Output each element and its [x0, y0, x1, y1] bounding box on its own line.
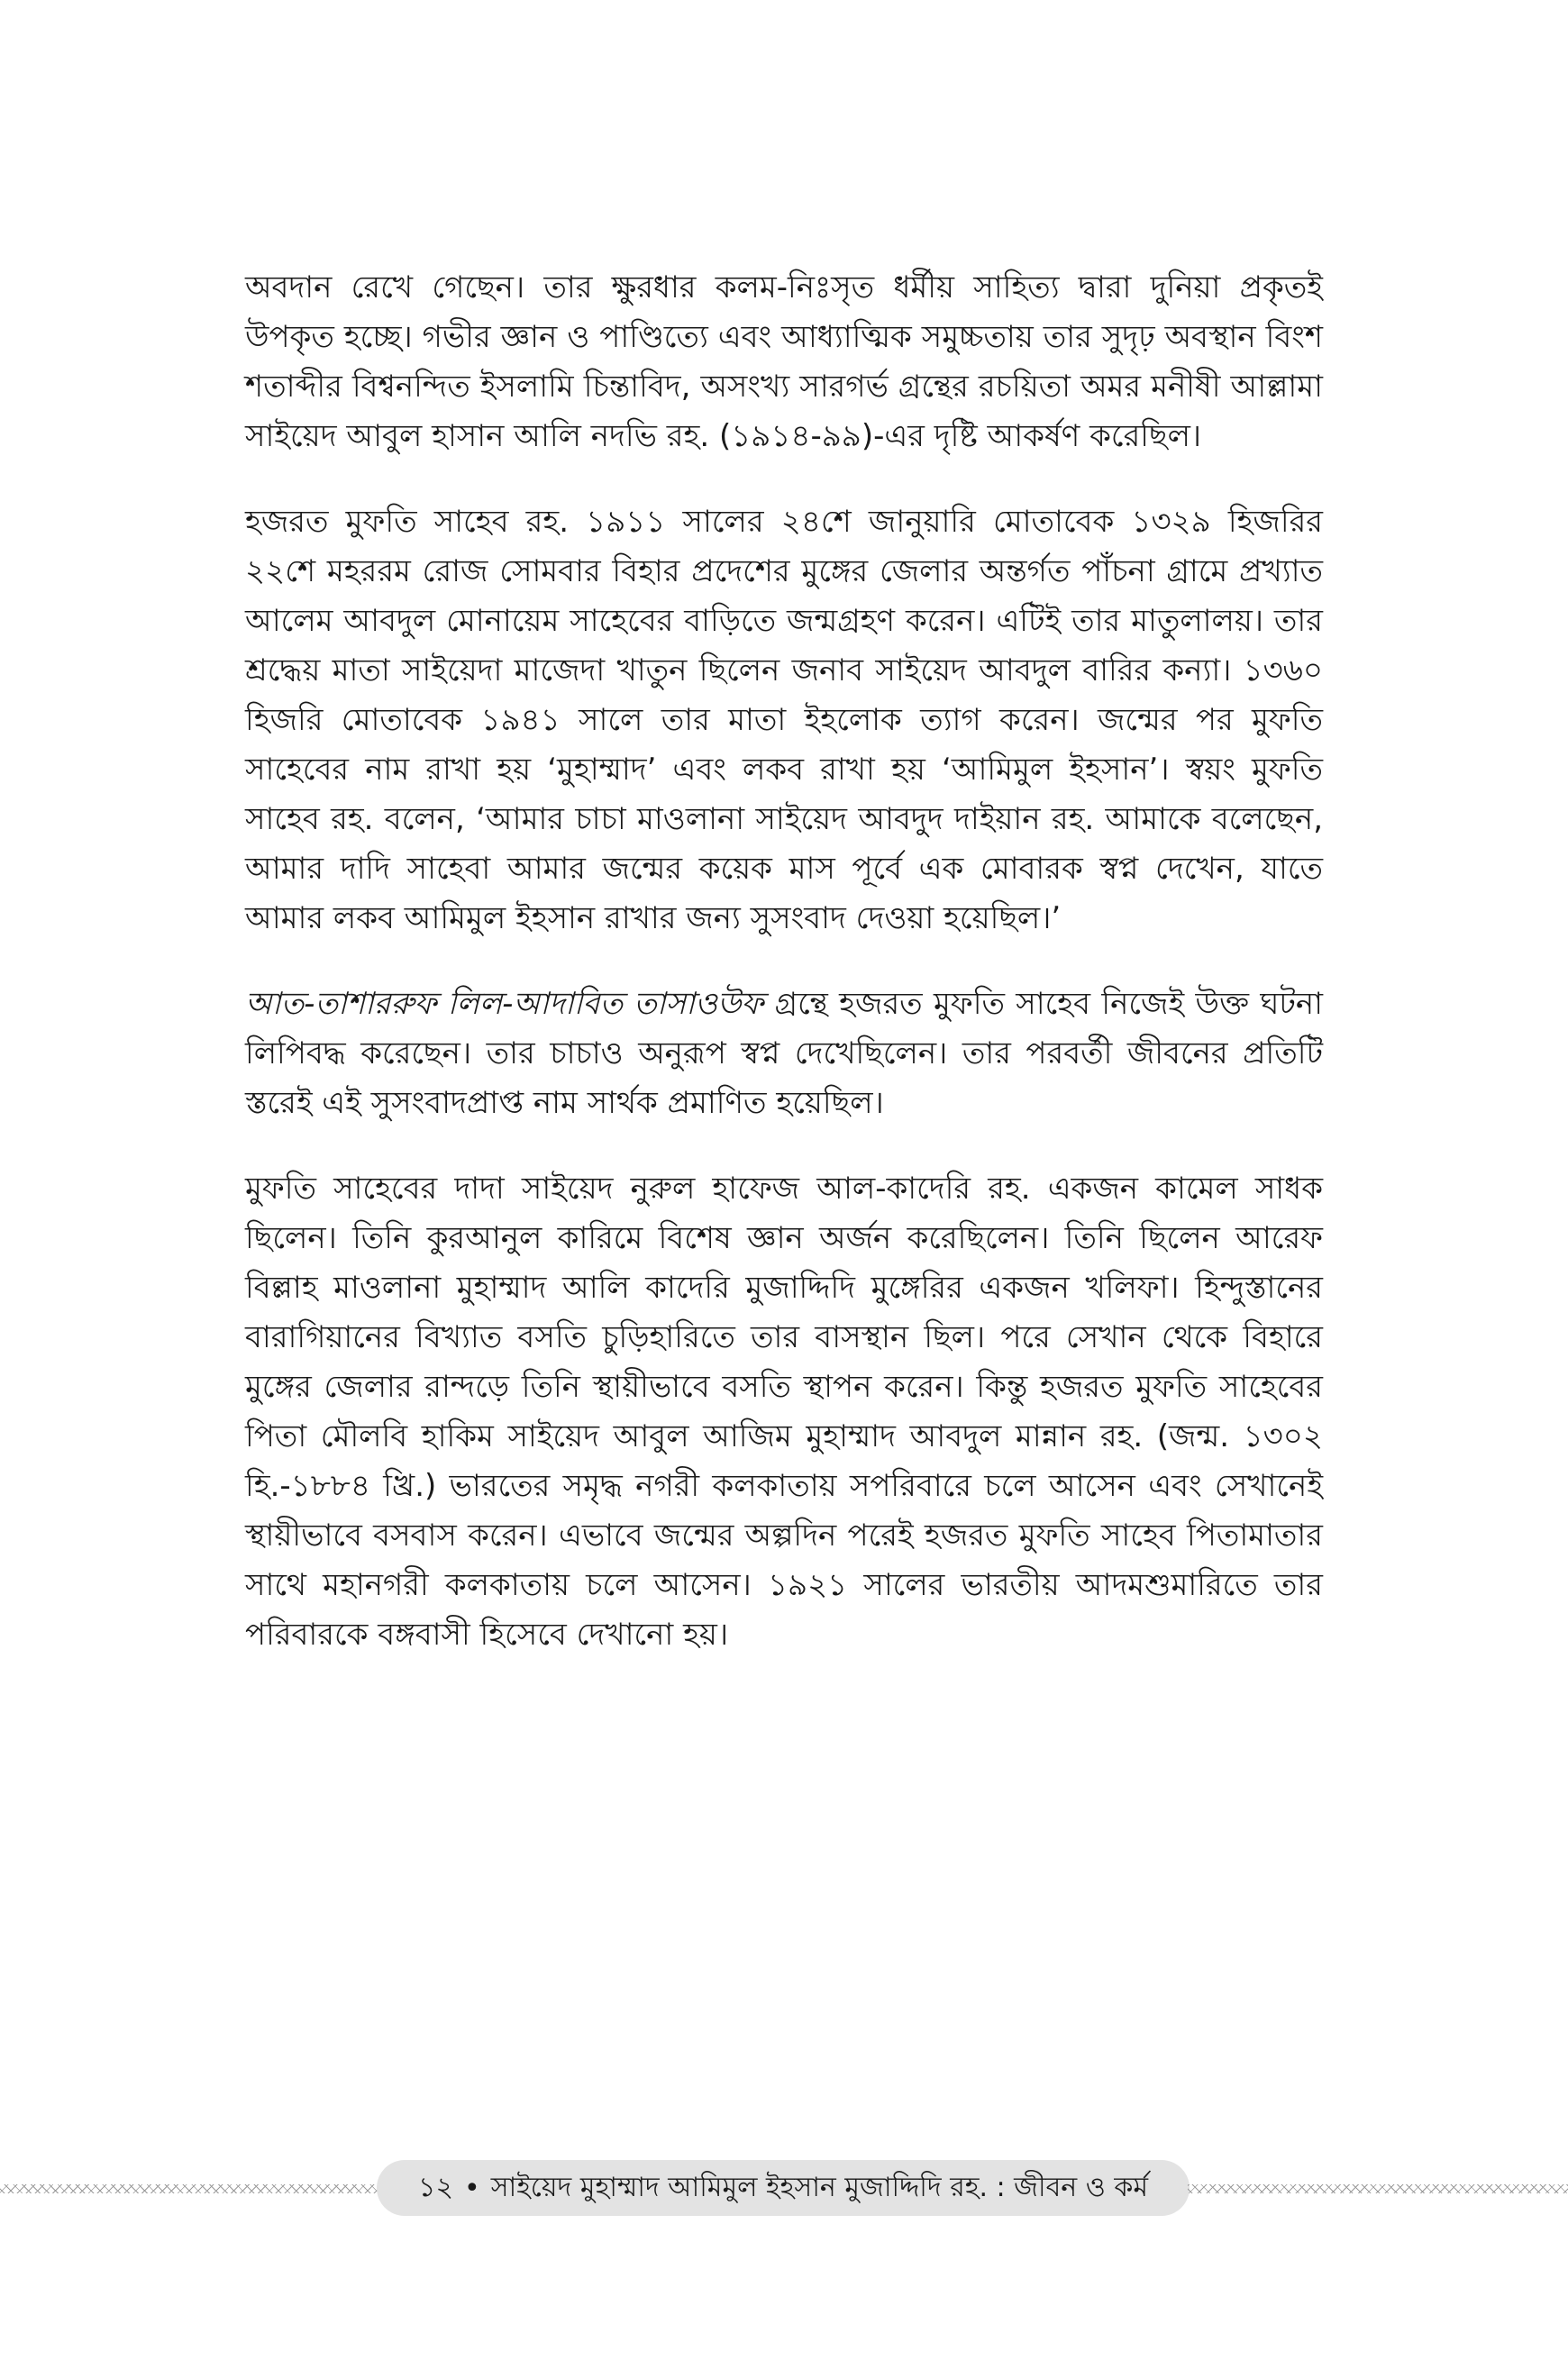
running-footer: [377, 2160, 1190, 2216]
footer-ornament-right: [1188, 2184, 1568, 2193]
page-body: [245, 263, 1323, 1696]
page-number: ১২: [418, 2171, 453, 2203]
footer-ornament-left: [0, 2184, 378, 2193]
paragraph-2: [245, 497, 1323, 943]
paragraph-1: [245, 263, 1323, 461]
paragraph-3: [245, 980, 1323, 1128]
paragraph-4: [245, 1164, 1323, 1660]
paragraph-text: মুফতি সাহেবের দাদা সাইয়েদ নুরুল হাফেজ আল-কাদেরি রহ. একজন কামেল সাধক ছিলেন। তিনি কুরআনুল কারিমে বিশেষ জ্ঞান অর্জন করেছিলেন। তিনি ছিলেন আরেফ বিল্লাহ মাওলানা মুহাম্মাদ আলি কাদেরি মুজাদ্দিদি মুঙ্গেরির একজন খলিফা। হিন্দুস্তানের বারাগিয়ানের বিখ্যাত বসতি চুড়িহারিতে তার বাসস্থান ছিল। পরে সেখান থেকে বিহারে মুঙ্গের জেলার রান্দড়ে তিনি স্থায়ীভাবে বসতি স্থাপন করেন। কিন্তু হজরত মুফতি সাহেবের পিতা মৌলবি হাকিম সাইয়েদ আবুল আজিম মুহাম্মাদ আবদুল মান্নান রহ. (জন্ম. ১৩০২ হি.-১৮৮৪ খ্রি.) ভারতের সমৃদ্ধ নগরী কলকাতায় সপরিবারে চলে আসেন এবং সেখানেই স্থায়ীভাবে বসবাস করেন। এভাবে জন্মের অল্পদিন পরেই হজরত মুফতি সাহেব পিতামাতার সাথে মহানগরী কলকাতায় চলে আসেন। ১৯২১ সালের ভারতীয় আদমশুমারিতে তার পরিবারকে বঙ্গবাসী হিসেবে দেখানো হয়।: [245, 1171, 1324, 1653]
paragraph-text: অবদান রেখে গেছেন। তার ক্ষুরধার কলম-নিঃসৃত ধর্মীয় সাহিত্য দ্বারা দুনিয়া প্রকৃতই উপকৃত হচ্ছে। গভীর জ্ঞান ও পাণ্ডিত্যে এবং আধ্যাত্মিক সমুচ্চতায় তার সুদৃঢ় অবস্থান বিংশ শতাব্দীর বিশ্বনন্দিত ইসলামি চিন্তাবিদ, অসংখ্য সারগর্ভ গ্রন্থের রচয়িতা অমর মনীষী আল্লামা সাইয়েদ আবুল হাসান আলি নদভি রহ. (১৯১৪-৯৯)-এর দৃষ্টি আকর্ষণ করেছিল।: [245, 269, 1323, 454]
page-footer: [0, 2158, 1568, 2219]
paragraph-text: গ্রন্থে হজরত মুফতি সাহেব নিজেই উক্ত ঘটনা লিপিবদ্ধ করেছেন। তার চাচাও অনুরূপ স্বপ্ন দেখেছিলেন। তার পরবর্তী জীবনের প্রতিটি স্তরেই এই সুসংবাদপ্রাপ্ত নাম সার্থক প্রমাণিত হয়েছিল।: [245, 986, 1323, 1121]
paragraph-text: হজরত মুফতি সাহেব রহ. ১৯১১ সালের ২৪শে জানুয়ারি মোতাবেক ১৩২৯ হিজরির ২২শে মহররম রোজ সোমবার বিহার প্রদেশের মুঙ্গের জেলার অন্তর্গত পাঁচনা গ্রামে প্রখ্যাত আলেম আবদুল মোনায়েম সাহেবের বাড়িতে জন্মগ্রহণ করেন। এটিই তার মাতুলালয়। তার শ্রদ্ধেয় মাতা সাইয়েদা মাজেদা খাতুন ছিলেন জনাব সাইয়েদ আবদুল বারির কন্যা। ১৩৬০ হিজরি মোতাবেক ১৯৪১ সালে তার মাতা ইহলোক ত্যাগ করেন। জন্মের পর মুফতি সাহেবের নাম রাখা হয় ‘মুহাম্মাদ’ এবং লকব রাখা হয় ‘আমিমুল ইহসান’। স্বয়ং মুফতি সাহেব রহ. বলেন, ‘আমার চাচা মাওলানা সাইয়েদ আবদুদ দাইয়ান রহ. আমাকে বলেছেন, আমার দাদি সাহেবা আমার জন্মের কয়েক মাস পূর্বে এক মোবারক স্বপ্ন দেখেন, যাতে আমার লকব আমিমুল ইহসান রাখার জন্য সুসংবাদ দেওয়া হয়েছিল।’: [245, 504, 1323, 936]
book-title: আত-তাশাররুফ লিল-আদাবিত তাসাওউফ: [245, 986, 764, 1022]
running-title: সাইয়েদ মুহাম্মাদ আমিমুল ইহসান মুজাদ্দিদি রহ. : জীবন ও কর্ম: [490, 2171, 1148, 2203]
footer-separator: •: [463, 2172, 480, 2204]
